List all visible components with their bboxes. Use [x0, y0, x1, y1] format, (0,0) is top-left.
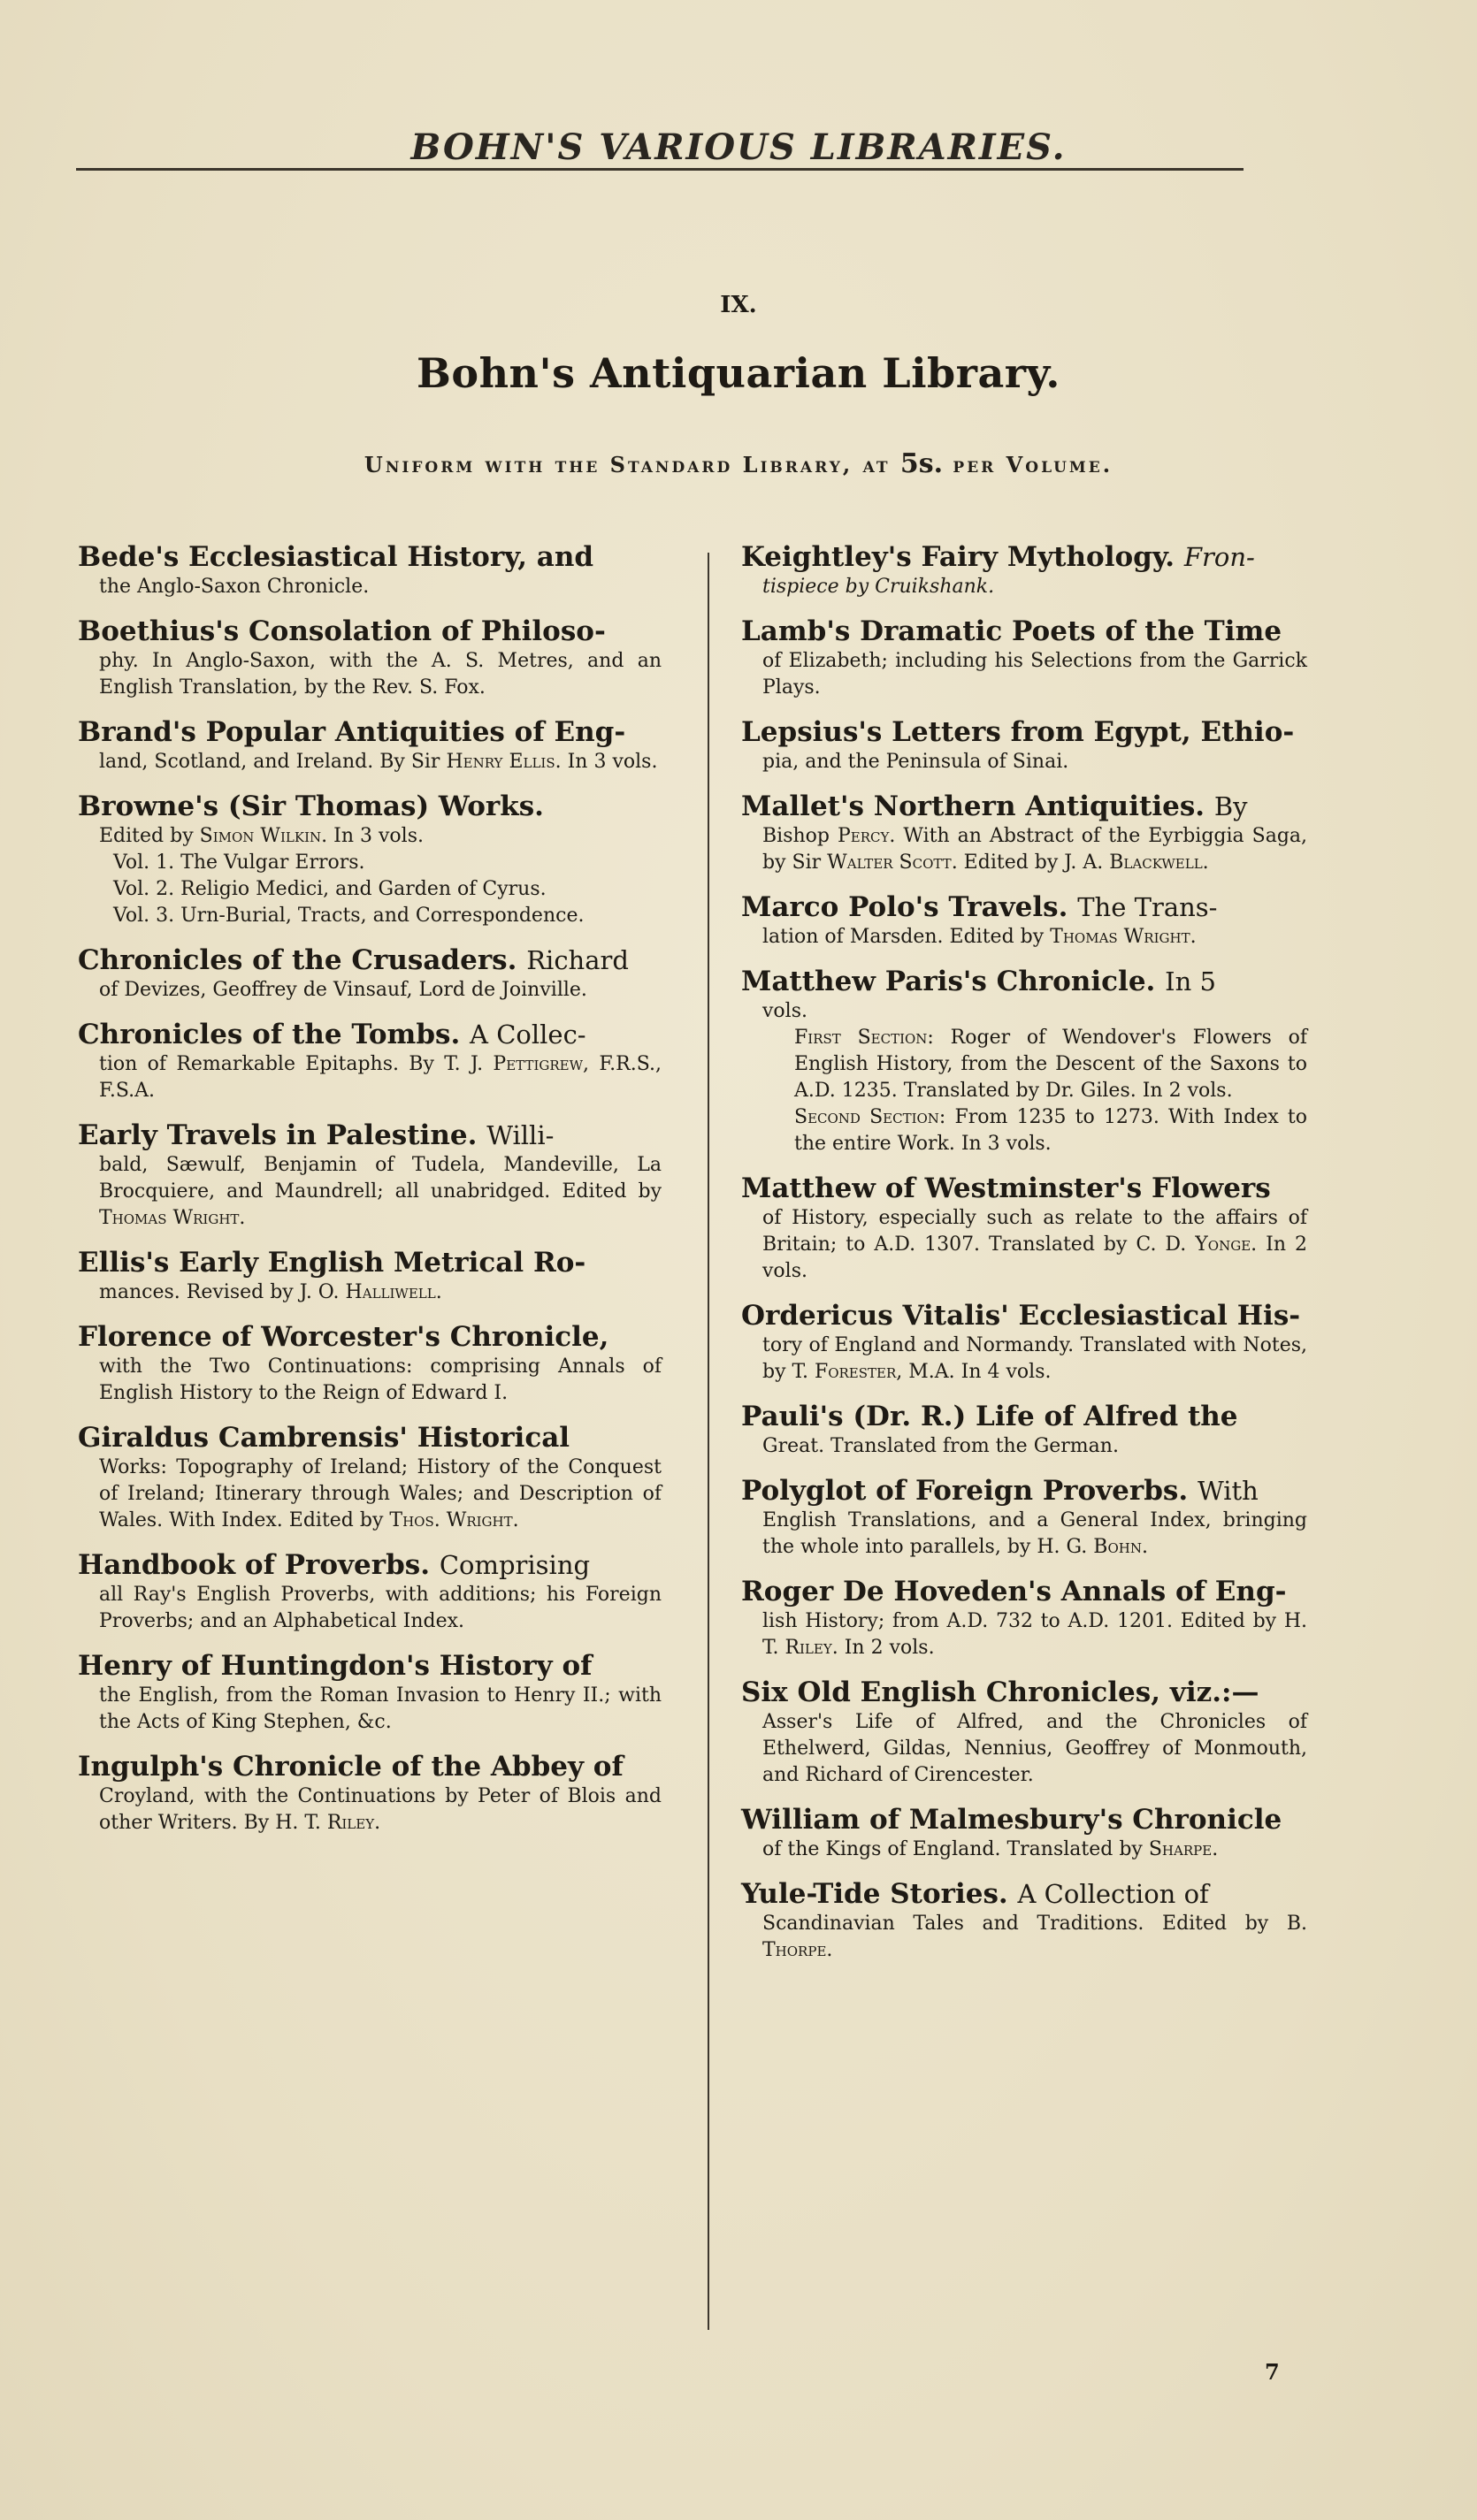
- volume-label: Vol. 1.: [113, 851, 175, 874]
- entry-title: Florence of Worcester's Chronicle,: [78, 1321, 609, 1353]
- author-name: Thomas Wright: [99, 1207, 240, 1229]
- entry-title-text: Chronicles of the Tombs.: [78, 1019, 461, 1050]
- entry-description: [78, 823, 662, 850]
- desc-text-end: .: [1190, 926, 1197, 948]
- desc-text: English Translations, and a General Index, bringing the whole into parallels, by H. G.: [762, 1509, 1307, 1558]
- subtitle-text-end: per Volume.: [943, 452, 1113, 477]
- entry-title: Pauli's (Dr. R.) Life of Alfred the: [741, 1401, 1238, 1432]
- desc-text: mances. Revised by J. O.: [99, 1281, 346, 1303]
- right-column: [741, 541, 1307, 1979]
- entry-note: Fron-: [1183, 542, 1255, 572]
- catalog-entry: [78, 1751, 662, 1837]
- entry-title: [741, 790, 1307, 823]
- catalog-entry: [741, 1300, 1307, 1386]
- catalog-entry: [741, 966, 1307, 1157]
- catalog-entry: [741, 1804, 1307, 1863]
- author-name: Henry Ellis: [446, 751, 555, 773]
- entry-title: Browne's (Sir Thomas) Works.: [78, 790, 544, 822]
- desc-text: of History, especially such as relate to the affairs of Britain; to A.D. 1307. Translated by C. D.: [762, 1207, 1307, 1256]
- entry-description: [741, 1508, 1307, 1561]
- entry-title: Boethius's Consolation of Philoso-: [78, 615, 606, 647]
- entry-title: Henry of Huntingdon's History of: [78, 1650, 593, 1682]
- entry-title-text: Handbook of Proverbs.: [78, 1549, 431, 1581]
- entry-title-text: Yule-Tide Stories.: [741, 1878, 1008, 1910]
- entry-description: Asser's Life of Alfred, and the Chronicles of Ethelwerd, Gildas, Nennius, Geoffrey of Monmouth, and Richard of Cirencester.: [762, 1711, 1307, 1786]
- author-name: Thos. Wright: [389, 1509, 513, 1531]
- catalog-entry: [78, 1422, 662, 1534]
- catalog-entry: [741, 1401, 1307, 1460]
- section-label: First Section:: [794, 1027, 934, 1049]
- desc-text-end: .: [826, 1939, 833, 1961]
- entry-title: [741, 1475, 1307, 1508]
- catalog-entry: [78, 1549, 662, 1635]
- entry-note: By: [1213, 791, 1248, 821]
- entry-description: [741, 924, 1307, 951]
- catalog-entry: [78, 1019, 662, 1104]
- entry-description: with the Two Continuations: comprising Annals of English History to the Reign of Edward I.: [99, 1355, 662, 1404]
- entry-description: the English, from the Roman Invasion to Henry II.; with the Acts of King Stephen, &c.: [99, 1684, 662, 1733]
- entry-description: [741, 823, 1307, 876]
- entry-description: [78, 1279, 662, 1306]
- desc-text: Scandinavian Tales and Traditions. Edited by B.: [762, 1913, 1307, 1935]
- entry-description: the Anglo-Saxon Chronicle.: [99, 576, 370, 598]
- volume-text: Urn-Burial, Tracts, and Correspondence.: [180, 905, 585, 927]
- catalog-entry: [78, 1650, 662, 1736]
- desc-text-end: . In 2 vols.: [762, 1233, 1307, 1282]
- author-name: Sharpe: [1148, 1838, 1213, 1860]
- running-head: BOHN'S VARIOUS LIBRARIES.: [410, 126, 1067, 168]
- desc-text-end: .: [1212, 1838, 1219, 1860]
- entry-note: Willi-: [486, 1120, 555, 1150]
- desc-text: tory of England and Normandy. Translated with Notes, by T.: [762, 1334, 1307, 1383]
- entry-title-text: Mallet's Northern Antiquities.: [741, 790, 1205, 822]
- entry-title-text: Polyglot of Foreign Proverbs.: [741, 1475, 1189, 1507]
- entry-title: [741, 541, 1307, 574]
- entry-description: [741, 1608, 1307, 1661]
- catalog-entry: [741, 1676, 1307, 1789]
- catalog-entry: [78, 541, 662, 600]
- entry-description: [78, 749, 662, 775]
- entry-description: [78, 1783, 662, 1837]
- entry-title: [78, 1549, 662, 1582]
- author-name: Pettigrew: [493, 1053, 584, 1075]
- entry-description: pia, and the Peninsula of Sinai.: [762, 751, 1069, 773]
- desc-text: . With an Abstract of the Eyrbiggia Saga, by Sir: [762, 825, 1308, 874]
- entry-note: A Collec-: [470, 1019, 586, 1050]
- column-divider: [708, 553, 709, 2330]
- catalog-entry: [78, 1119, 662, 1232]
- entry-title: [78, 1019, 662, 1051]
- entry-description: [78, 1455, 662, 1534]
- entry-description: of Elizabeth; including his Selections from the Garrick Plays.: [762, 650, 1307, 699]
- entry-title: Ingulph's Chronicle of the Abbey of: [78, 1751, 624, 1783]
- author-name: Riley: [326, 1812, 375, 1834]
- section-text: From 1235 to 1273. With Index to the entire Work. In 3 vols.: [794, 1106, 1307, 1155]
- entry-title-text: Matthew Paris's Chronicle.: [741, 966, 1156, 997]
- desc-text-end: .: [239, 1207, 246, 1229]
- desc-text-end: . In 3 vols.: [555, 751, 658, 773]
- author-name: Halliwell: [345, 1281, 436, 1303]
- entry-title: [78, 1119, 662, 1152]
- entry-title: [741, 966, 1307, 998]
- page-number: 7: [1265, 2359, 1280, 2385]
- author-name: Bohn: [1093, 1536, 1142, 1558]
- desc-text: of the Kings of England. Translated by: [762, 1838, 1149, 1860]
- entry-description: all Ray's English Proverbs, with additions; his Foreign Proverbs; and an Alphabetical Index.: [99, 1584, 662, 1632]
- catalog-entry: [78, 790, 662, 929]
- entry-title: Ellis's Early English Metrical Ro-: [78, 1247, 586, 1279]
- entry-title: Brand's Popular Antiquities of Eng-: [78, 716, 626, 748]
- desc-text: Works: Topography of Ireland; History of the Conquest of Ireland; Itinerary through Wales; and Description of Wales. With Index. Edited by: [99, 1456, 662, 1531]
- desc-text-end: . In 2 vols.: [831, 1637, 935, 1659]
- entry-title: Six Old English Chronicles, viz.:—: [741, 1676, 1259, 1708]
- entry-description: [741, 1205, 1307, 1285]
- entry-description: [741, 1837, 1307, 1863]
- author-name: Thomas Wright: [1050, 926, 1190, 948]
- volume-label: Vol. 2.: [113, 878, 175, 900]
- subtitle-text: Uniform with the Standard Library, at: [364, 452, 900, 477]
- page-subtitle: [0, 448, 1477, 479]
- section-text: Roger of Wendover's Flowers of English History, from the Descent of the Saxons to A.D. 1235. Translated by Dr. Giles. In 2 vols.: [794, 1027, 1307, 1102]
- catalog-entry: [741, 1576, 1307, 1661]
- author-name: Blackwell: [1109, 851, 1203, 874]
- entry-description: [741, 1333, 1307, 1386]
- volume-item: [78, 903, 662, 929]
- desc-text: bald, Sæwulf, Benjamin of Tudela, Mandeville, La Brocquiere, and Maundrell; all unabridged. Edited by: [99, 1154, 662, 1203]
- catalog-entry: [741, 716, 1307, 775]
- entry-description: Great. Translated from the German.: [762, 1435, 1119, 1457]
- desc-text: Bishop: [762, 825, 838, 847]
- entry-description: vols.: [762, 1000, 807, 1022]
- catalog-entry: [741, 790, 1307, 876]
- section-label: Second Section:: [794, 1106, 946, 1128]
- entry-title: [78, 944, 662, 977]
- author-name: Thorpe: [762, 1939, 827, 1961]
- desc-text: Croyland, with the Continuations by Peter of Blois and other Writers. By H. T.: [99, 1785, 662, 1834]
- entry-note: A Collection of: [1017, 1879, 1209, 1909]
- catalog-entry: [78, 1321, 662, 1407]
- catalog-entry: [741, 541, 1307, 600]
- entry-title-text: Marco Polo's Travels.: [741, 891, 1068, 923]
- desc-text: . Edited by J. A.: [951, 851, 1110, 874]
- desc-text-end: .: [1141, 1536, 1148, 1558]
- section-item: [741, 1025, 1307, 1104]
- page-title: Bohn's Antiquarian Library.: [417, 349, 1060, 397]
- entry-description: tispiece by Cruikshank.: [762, 576, 995, 598]
- entry-title-text: Keightley's Fairy Mythology.: [741, 541, 1175, 573]
- catalog-entry: [741, 615, 1307, 701]
- volume-item: [78, 850, 662, 876]
- desc-text: tion of Remarkable Epitaphs. By T. J.: [99, 1053, 494, 1075]
- entry-note: In 5: [1165, 966, 1216, 997]
- section-number: IX.: [720, 292, 757, 318]
- entry-description: [78, 1051, 662, 1104]
- desc-text-end: .: [435, 1281, 442, 1303]
- entry-title: Roger De Hoveden's Annals of Eng-: [741, 1576, 1287, 1607]
- desc-text: Edited by: [99, 825, 200, 847]
- catalog-entry: [741, 1475, 1307, 1561]
- catalog-entry: [78, 1247, 662, 1306]
- entry-description: of Devizes, Geoffrey de Vinsauf, Lord de Joinville.: [99, 979, 587, 1001]
- author-name: Riley: [784, 1637, 832, 1659]
- entry-note: The Trans-: [1077, 892, 1218, 922]
- desc-text-end: . In 3 vols.: [321, 825, 424, 847]
- entry-title: Lamb's Dramatic Poets of the Time: [741, 615, 1282, 647]
- entry-title: [741, 891, 1307, 924]
- entry-note: With: [1197, 1476, 1259, 1506]
- desc-text-end: .: [1202, 851, 1209, 874]
- entry-description: [741, 1911, 1307, 1964]
- catalog-entry: [78, 615, 662, 701]
- catalog-entry: [78, 944, 662, 1004]
- volume-text: The Vulgar Errors.: [180, 851, 365, 874]
- entry-title: Bede's Ecclesiastical History, and: [78, 541, 594, 573]
- entry-note: Richard: [526, 945, 629, 975]
- entry-description: phy. In Anglo-Saxon, with the A. S. Metres, and an English Translation, by the Rev. S. Fox.: [99, 650, 662, 699]
- desc-text-end: , F.R.S., F.S.A.: [99, 1053, 662, 1102]
- entry-description: [78, 1152, 662, 1232]
- entry-note: Comprising: [439, 1550, 591, 1580]
- left-column: [78, 541, 662, 1852]
- desc-text-end: , M.A. In 4 vols.: [896, 1361, 1052, 1383]
- desc-text: lation of Marsden. Edited by: [762, 926, 1051, 948]
- volume-item: [78, 876, 662, 903]
- author-name: Walter Scott: [827, 851, 952, 874]
- desc-text-end: .: [374, 1812, 381, 1834]
- header-rule: [76, 168, 1244, 171]
- author-name: Percy: [837, 825, 890, 847]
- desc-text-end: .: [512, 1509, 519, 1531]
- entry-title-text: Chronicles of the Crusaders.: [78, 944, 517, 976]
- entry-title: [741, 1878, 1307, 1911]
- entry-title-text: Early Travels in Palestine.: [78, 1119, 478, 1151]
- entry-title: Giraldus Cambrensis' Historical: [78, 1422, 570, 1454]
- volume-label: Vol. 3.: [113, 905, 175, 927]
- section-item: [741, 1104, 1307, 1157]
- desc-text: land, Scotland, and Ireland. By Sir: [99, 751, 447, 773]
- author-name: Yonge: [1195, 1233, 1251, 1256]
- author-name: Simon Wilkin: [199, 825, 322, 847]
- subtitle-price: 5s.: [899, 448, 944, 479]
- catalog-entry: [741, 1878, 1307, 1964]
- entry-title: Matthew of Westminster's Flowers: [741, 1172, 1271, 1204]
- entry-title: Lepsius's Letters from Egypt, Ethio-: [741, 716, 1295, 748]
- desc-text: lish History; from A.D. 732 to A.D. 1201. Edited by H. T.: [762, 1610, 1307, 1659]
- author-name: Forester: [814, 1361, 897, 1383]
- entry-title: Ordericus Vitalis' Ecclesiastical His-: [741, 1300, 1301, 1332]
- catalog-entry: [741, 891, 1307, 951]
- catalog-entry: [78, 716, 662, 775]
- entry-title: William of Malmesbury's Chronicle: [741, 1804, 1282, 1836]
- catalog-entry: [741, 1172, 1307, 1285]
- volume-text: Religio Medici, and Garden of Cyrus.: [180, 878, 547, 900]
